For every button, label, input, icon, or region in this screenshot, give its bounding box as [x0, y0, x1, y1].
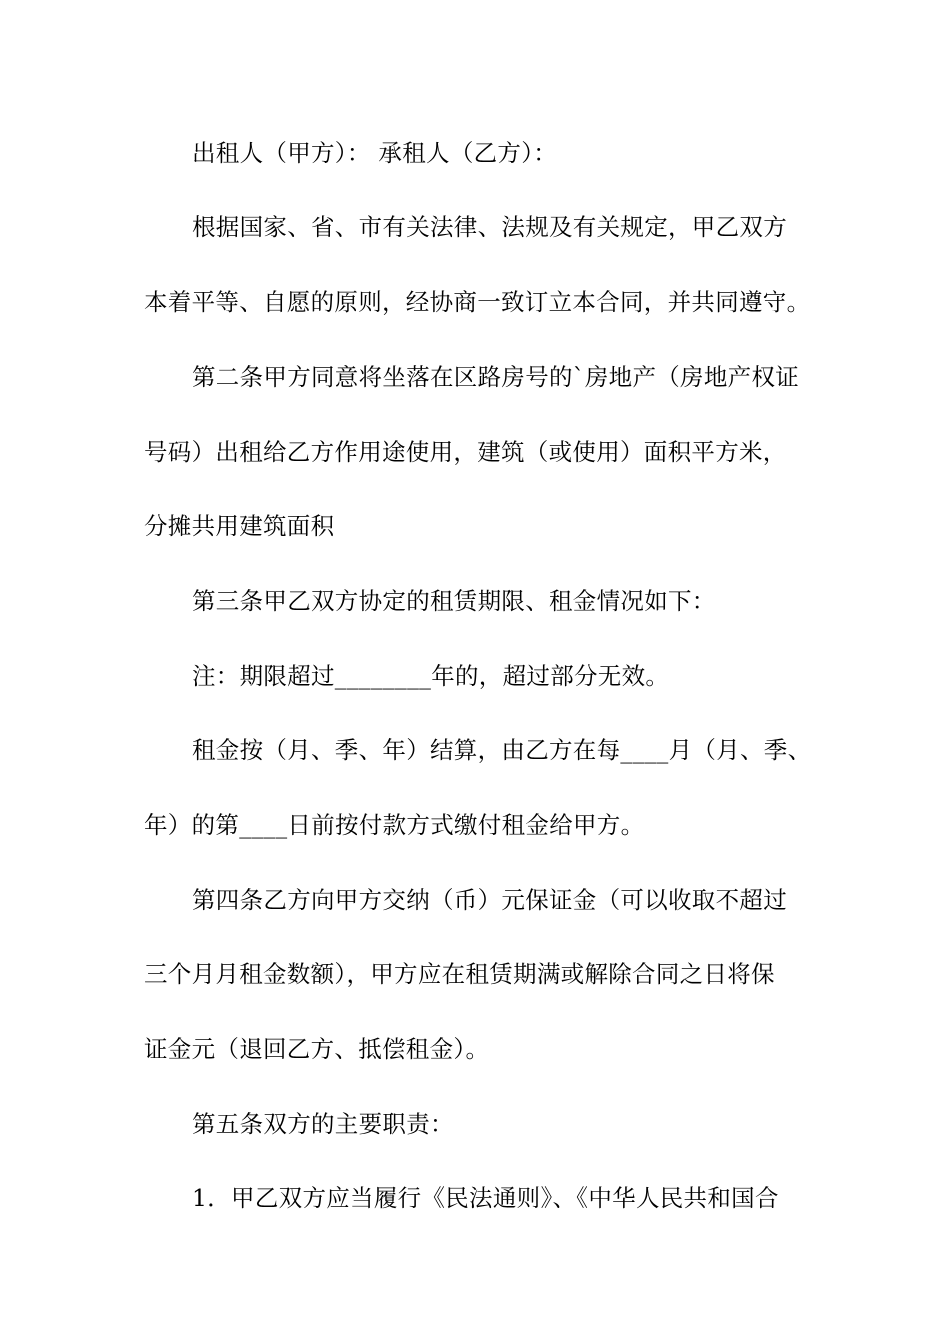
article-5-heading: 第五条双方的主要职责： [192, 1110, 454, 1138]
article-5-item-1: 1．甲乙双方应当履行《民法通则》、《中华人民共和国合 [192, 1184, 779, 1212]
article-3-line: 第三条甲乙双方协定的租赁期限、租金情况如下： [192, 587, 716, 615]
article-4-line-3: 证金元（退回乙方、抵偿租金）。 [144, 1035, 490, 1063]
rent-line-1: 租金按（月、季、年）结算，由乙方在每____月（月、季、 [192, 736, 812, 764]
note-line: 注：期限超过________年的，超过部分无效。 [192, 662, 670, 690]
rent-line-2: 年）的第____日前按付款方式缴付租金给甲方。 [144, 811, 645, 839]
article-2-line-3: 分摊共用建筑面积 [144, 512, 335, 540]
article-2-line-1: 第二条甲方同意将坐落在区路房号的`房地产（房地产权证 [192, 363, 800, 391]
article-4-line-2: 三个月月租金数额），甲方应在租赁期满或解除合同之日将保 [144, 960, 775, 988]
preamble-line-1: 根据国家、省、市有关法律、法规及有关规定，甲乙双方 [192, 213, 787, 241]
parties-line: 出租人（甲方）： 承租人（乙方）： [192, 139, 558, 167]
article-2-line-2: 号码）出租给乙方作用途使用，建筑（或使用）面积平方米， [144, 438, 787, 466]
preamble-line-2: 本着平等、自愿的原则，经协商一致订立本合同，并共同遵守。 [144, 288, 811, 316]
article-4-line-1: 第四条乙方向甲方交纳（币）元保证金（可以收取不超过 [192, 886, 787, 914]
